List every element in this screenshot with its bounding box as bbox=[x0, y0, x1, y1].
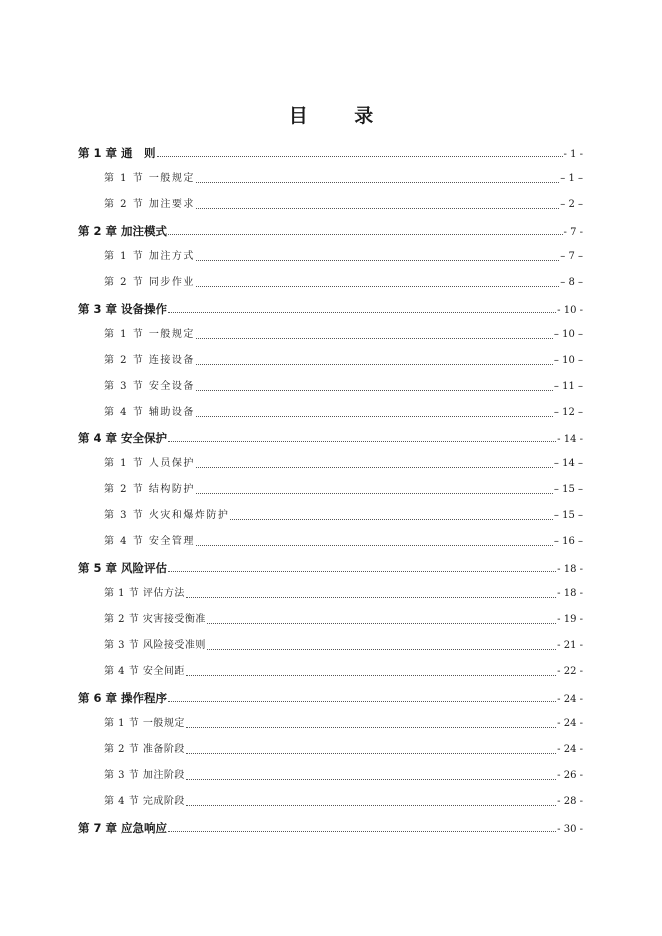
toc-chapter-entry[interactable] bbox=[78, 223, 583, 239]
toc-page-number: - 24 - bbox=[557, 693, 583, 705]
toc-page-number: - 21 - bbox=[557, 640, 583, 652]
toc-chapter-entry[interactable] bbox=[78, 301, 583, 317]
dot-leader bbox=[196, 483, 553, 494]
toc-page-number: – 10 – bbox=[553, 328, 583, 340]
toc-page-number: - 14 - bbox=[557, 434, 583, 446]
dot-leader bbox=[168, 431, 556, 442]
toc-page-number: - 18 - bbox=[557, 588, 583, 600]
dot-leader bbox=[157, 146, 563, 157]
toc-section-entry[interactable] bbox=[104, 327, 583, 343]
toc-entry-label: 第 1 节 一般规定 bbox=[104, 328, 195, 340]
dot-leader bbox=[196, 328, 553, 339]
toc-page-number: – 11 – bbox=[553, 380, 583, 392]
dot-leader bbox=[186, 587, 556, 598]
toc-entry-label: 第 1 章 通 则 bbox=[78, 146, 156, 160]
toc-entry-label: 第 4 节 辅助设备 bbox=[104, 406, 195, 418]
toc-section-entry[interactable] bbox=[104, 405, 583, 421]
toc-section-entry[interactable] bbox=[104, 171, 583, 187]
dot-leader bbox=[168, 561, 556, 572]
dot-leader bbox=[196, 406, 553, 417]
toc-section-entry[interactable] bbox=[104, 482, 583, 498]
toc-page-number: – 8 – bbox=[560, 276, 583, 288]
toc-entry-label: 第 1 节 评估方法 bbox=[104, 588, 185, 600]
toc-page-number: – 16 – bbox=[553, 536, 583, 548]
dot-leader bbox=[196, 172, 559, 183]
dot-leader bbox=[168, 691, 556, 702]
toc-entry-label: 第 2 节 结构防护 bbox=[104, 484, 195, 496]
toc-page-number: - 1 - bbox=[563, 149, 583, 160]
toc-entry-label: 第 1 节 一般规定 bbox=[104, 172, 195, 184]
toc-page-number: – 10 – bbox=[553, 354, 583, 366]
toc-entry-label: 第 3 节 安全设备 bbox=[104, 380, 195, 392]
toc-section-entry[interactable] bbox=[104, 716, 583, 732]
toc-page-number: - 18 - bbox=[557, 564, 583, 576]
toc-entry-label: 第 4 节 安全管理 bbox=[104, 536, 195, 548]
toc-entry-label: 第 4 节 完成阶段 bbox=[104, 795, 185, 807]
toc-section-entry[interactable] bbox=[104, 353, 583, 369]
toc-page-number: - 26 - bbox=[557, 769, 583, 781]
dot-leader bbox=[168, 821, 556, 832]
dot-leader bbox=[186, 665, 556, 676]
dot-leader bbox=[186, 717, 556, 728]
toc-page-number: - 7 - bbox=[563, 226, 583, 238]
dot-leader bbox=[196, 457, 553, 468]
toc-section-entry[interactable] bbox=[104, 664, 583, 680]
toc-entry-label: 第 4 节 安全间距 bbox=[104, 666, 185, 677]
toc-entry-label: 第 4 章 安全保护 bbox=[78, 431, 168, 446]
toc-entry-label: 第 3 节 风险接受准则 bbox=[104, 640, 206, 652]
toc-page-number: – 1 – bbox=[560, 172, 583, 184]
toc-page-number: – 7 – bbox=[560, 250, 583, 262]
dot-leader bbox=[186, 743, 556, 754]
toc-entry-label: 第 2 节 连接设备 bbox=[104, 354, 195, 366]
toc-entry-label: 第 2 节 同步作业 bbox=[104, 276, 195, 288]
toc-chapter-entry[interactable] bbox=[78, 820, 583, 836]
toc-page-number: - 24 - bbox=[557, 717, 583, 729]
toc-entry-label: 第 1 节 人员保护 bbox=[104, 458, 195, 470]
toc-page-number: - 22 - bbox=[557, 666, 583, 677]
toc-entry-label: 第 2 节 灾害接受衡准 bbox=[104, 614, 206, 626]
toc-page-number: – 15 – bbox=[553, 510, 583, 522]
dot-leader bbox=[196, 380, 553, 391]
toc-section-entry[interactable] bbox=[104, 586, 583, 602]
toc-entry-label: 第 2 节 准备阶段 bbox=[104, 743, 185, 755]
toc-entry-label: 第 6 章 操作程序 bbox=[78, 690, 168, 705]
toc-entry-label: 第 1 节 加注方式 bbox=[104, 250, 195, 262]
dot-leader bbox=[168, 302, 556, 313]
toc-page-number: - 28 - bbox=[557, 795, 583, 807]
toc-entry-label: 第 1 节 一般规定 bbox=[104, 717, 185, 729]
toc-page-number: – 14 – bbox=[553, 458, 583, 470]
toc-section-entry[interactable] bbox=[104, 456, 583, 472]
toc-page-number: - 10 - bbox=[557, 304, 583, 316]
toc-page-number: – 12 – bbox=[553, 406, 583, 418]
toc-chapter-entry[interactable] bbox=[78, 145, 583, 161]
toc-page-number: - 19 - bbox=[557, 614, 583, 626]
toc-section-entry[interactable] bbox=[104, 742, 583, 758]
page-title: 目 录 bbox=[288, 105, 394, 127]
toc-section-entry[interactable] bbox=[104, 197, 583, 213]
dot-leader bbox=[196, 535, 553, 546]
toc-chapter-entry[interactable] bbox=[78, 560, 583, 576]
toc-entry-label: 第 3 节 火灾和爆炸防护 bbox=[104, 510, 230, 522]
dot-leader bbox=[196, 354, 553, 365]
dot-leader bbox=[186, 769, 556, 780]
dot-leader bbox=[207, 639, 556, 650]
toc-page-number: – 2 – bbox=[560, 198, 583, 210]
toc-entry-label: 第 3 章 设备操作 bbox=[78, 301, 168, 316]
toc-section-entry[interactable] bbox=[104, 379, 583, 395]
toc-section-entry[interactable] bbox=[104, 794, 583, 810]
toc-section-entry[interactable] bbox=[104, 534, 583, 550]
toc-chapter-entry[interactable] bbox=[78, 690, 583, 706]
toc-entry-label: 第 2 章 加注模式 bbox=[78, 223, 168, 238]
dot-leader bbox=[196, 276, 559, 287]
dot-leader bbox=[186, 795, 556, 806]
dot-leader bbox=[168, 224, 563, 235]
toc-section-entry[interactable] bbox=[104, 612, 583, 628]
dot-leader bbox=[230, 509, 553, 520]
dot-leader bbox=[196, 198, 559, 209]
toc-section-entry[interactable] bbox=[104, 249, 583, 265]
dot-leader bbox=[196, 250, 559, 261]
dot-leader bbox=[207, 613, 556, 624]
toc-page-number: - 30 - bbox=[557, 823, 583, 835]
toc-page-number: – 15 – bbox=[553, 484, 583, 496]
toc-entry-label: 第 3 节 加注阶段 bbox=[104, 769, 185, 781]
toc-section-entry[interactable] bbox=[104, 638, 583, 654]
toc-section-entry[interactable] bbox=[104, 508, 583, 524]
toc-chapter-entry[interactable] bbox=[78, 430, 583, 446]
toc-section-entry[interactable] bbox=[104, 768, 583, 784]
toc-entry-label: 第 2 节 加注要求 bbox=[104, 198, 195, 210]
toc-entry-label: 第 7 章 应急响应 bbox=[78, 820, 168, 835]
toc-entry-label: 第 5 章 风险评估 bbox=[78, 561, 168, 576]
toc-page-number: - 24 - bbox=[557, 743, 583, 755]
toc-section-entry[interactable] bbox=[104, 275, 583, 291]
